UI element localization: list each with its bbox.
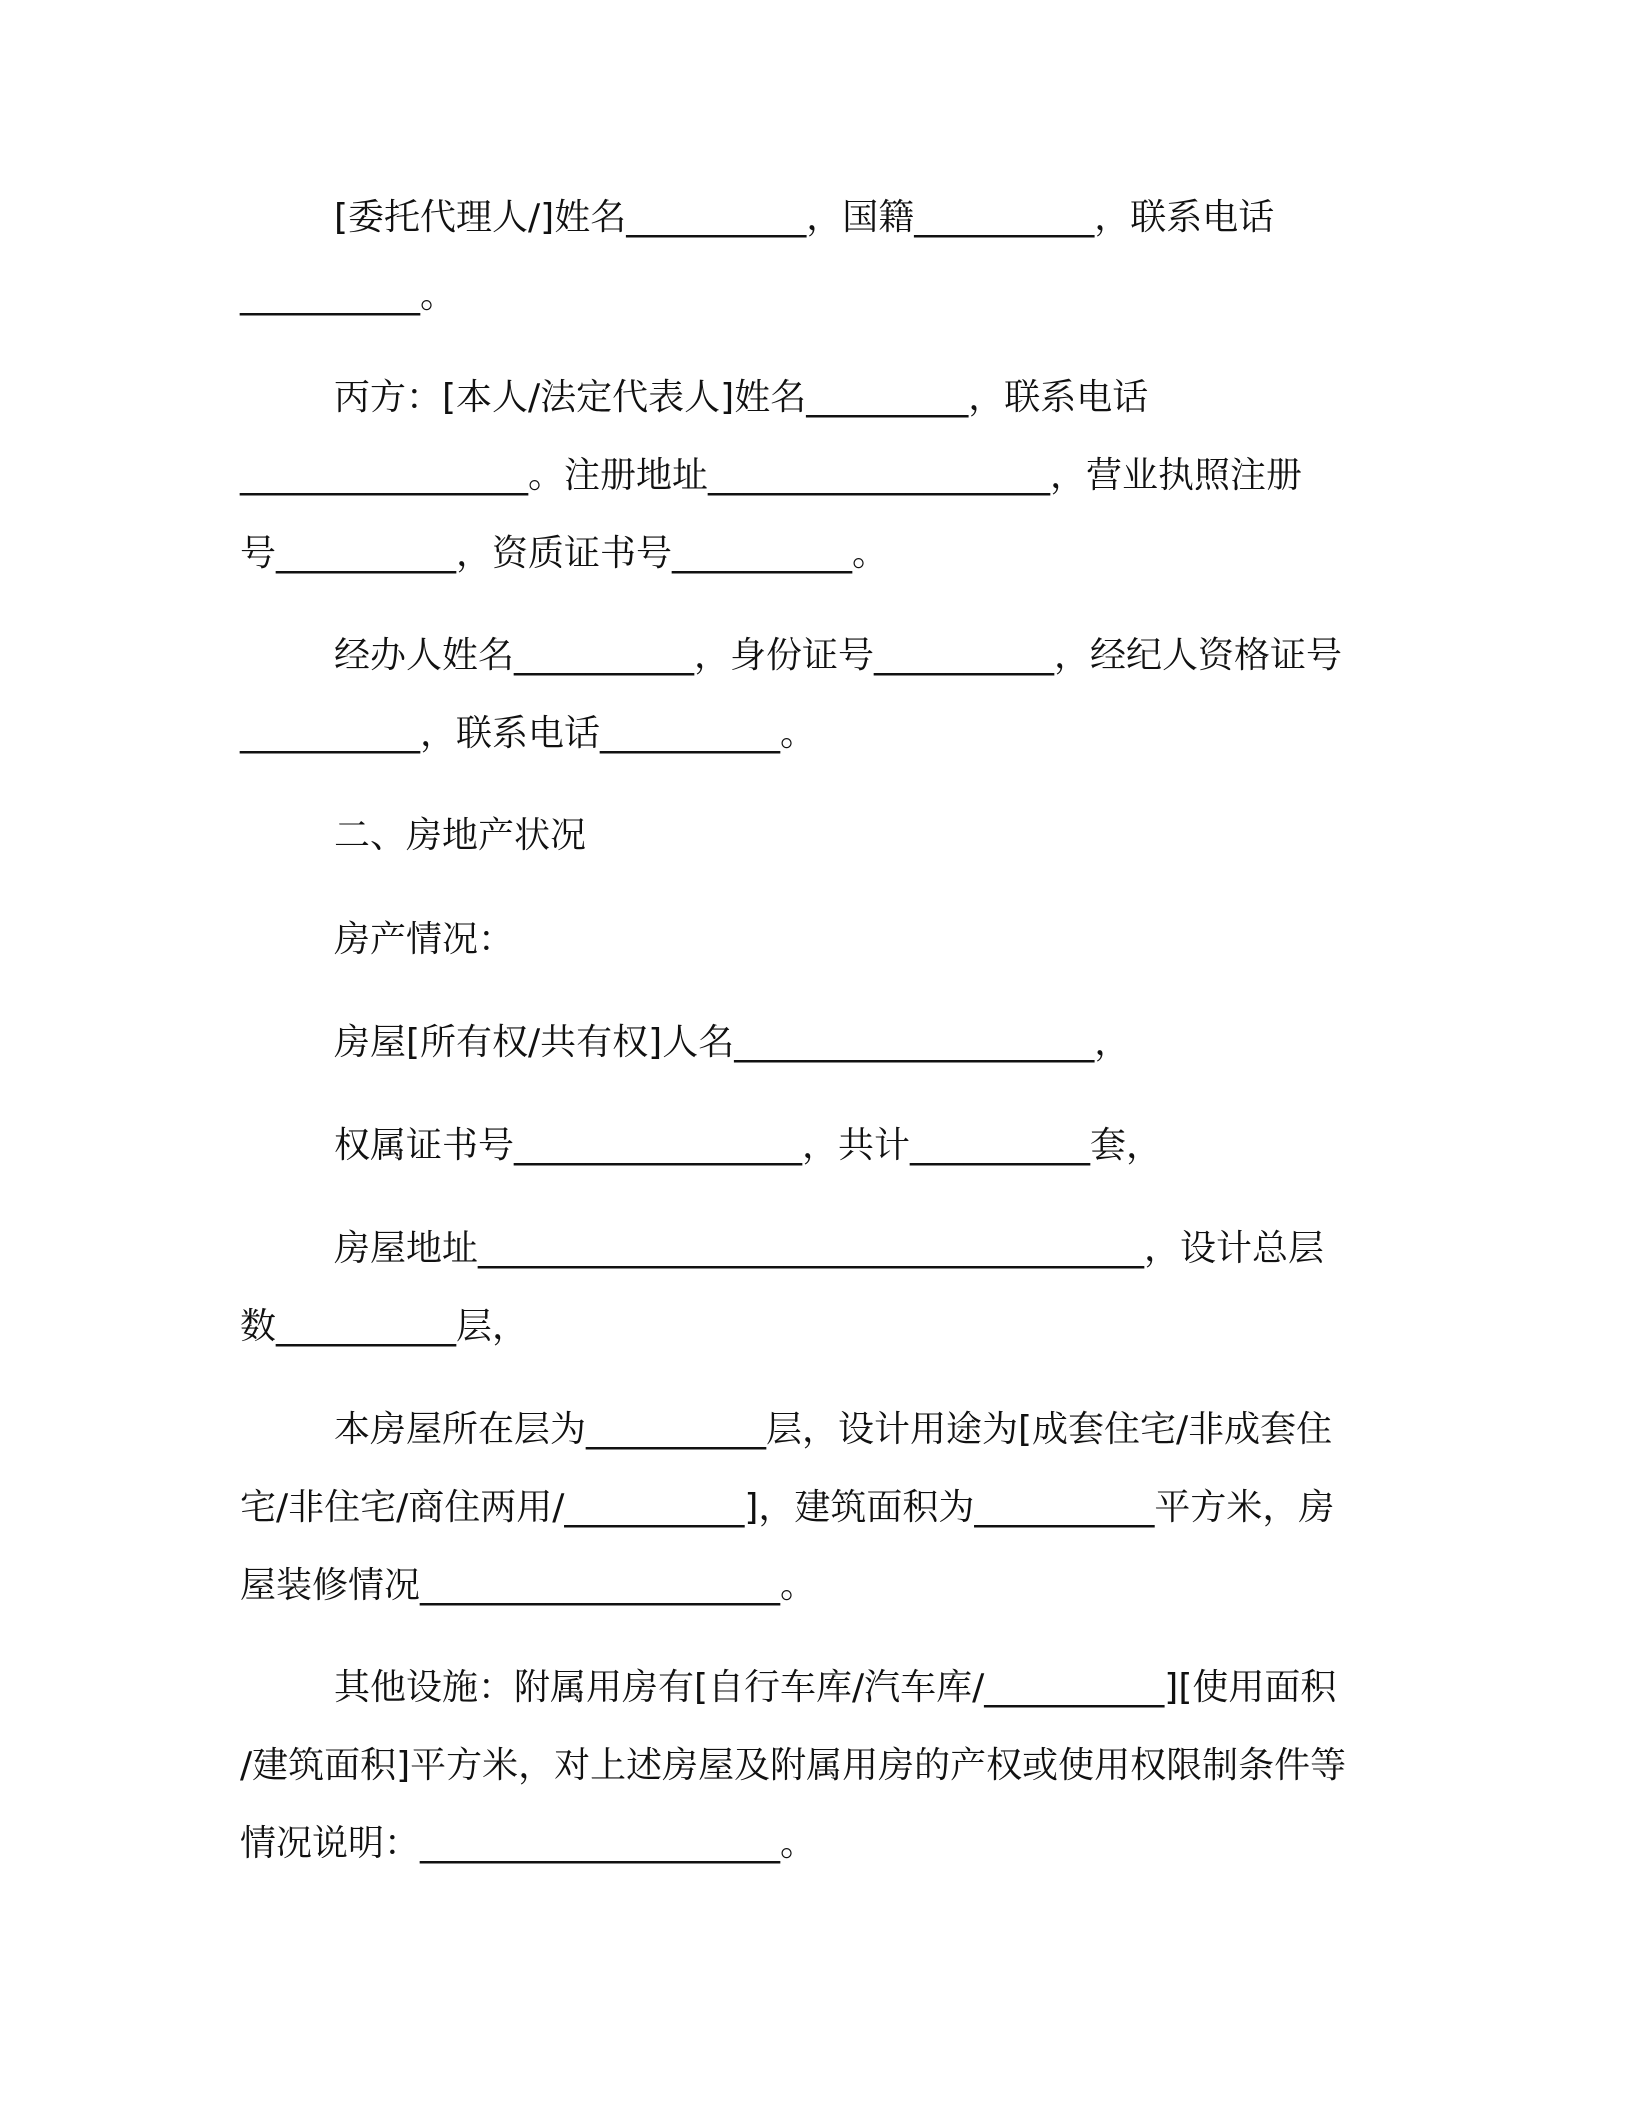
party-c-address-license-line: ________________。注册地址___________________，营业执照注册 (240, 455, 1303, 496)
house-address-line: 房屋地址_____________________________________，设计总层 (334, 1228, 1325, 1269)
total-floors-line: 数__________层， (240, 1306, 529, 1347)
restriction-conditions-line: /建筑面积]平方米，对上述房屋及附属用房的产权或使用权限制条件等 (240, 1745, 1347, 1786)
situation-description-line: 情况说明：____________________。 (240, 1823, 817, 1864)
property-status-heading: 房产情况： (334, 919, 515, 960)
decoration-line: 屋装修情况____________________。 (240, 1565, 817, 1606)
agent-phone-continuation-line: __________。 (240, 275, 457, 316)
handler-name-id-line: 经办人姓名__________，身份证号__________，经纪人资格证号 (334, 635, 1343, 676)
other-facilities-line: 其他设施：附属用房有[自行车库/汽车库/__________][使用面积 (334, 1667, 1337, 1708)
party-c-name-phone-line: 丙方：[本人/法定代表人]姓名_________，联系电话 (334, 377, 1149, 418)
owner-name-line: 房屋[所有权/共有权]人名____________________， (334, 1022, 1131, 1063)
title-certificate-line: 权属证书号________________，共计__________套， (334, 1125, 1163, 1166)
handler-phone-line: __________，联系电话__________。 (240, 713, 817, 754)
usage-area-line: 宅/非住宅/商住两用/__________]，建筑面积为__________平方米，房 (240, 1487, 1335, 1528)
floor-usage-line: 本房屋所在层为__________层，设计用途为[成套住宅/非成套住 (334, 1409, 1333, 1450)
section-heading-real-estate: 二、房地产状况 (334, 815, 587, 856)
party-c-qualification-line: 号__________，资质证书号__________。 (240, 533, 889, 574)
agent-name-nationality-phone-line: [委托代理人/]姓名__________，国籍__________，联系电话 (334, 197, 1275, 238)
